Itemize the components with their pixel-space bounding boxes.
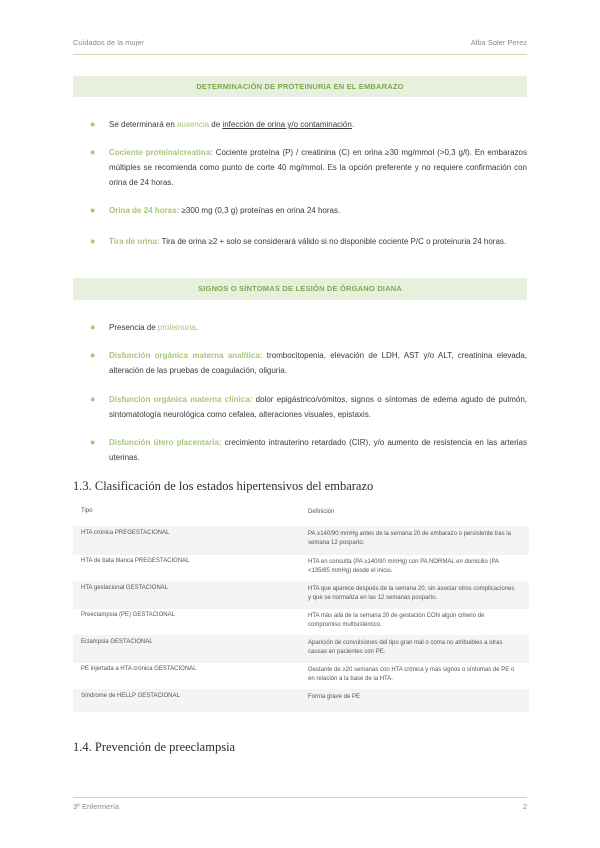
footer-divider [73,797,527,798]
heading-prevention: 1.4. Prevención de preeclampsia [73,740,236,754]
classification-table [73,504,529,721]
table-row: HTA crónica PREGESTACIONAL PA ≥140/90 mmHg antes de la semana 20 de embarazo o persistente tras la semana 12 posparto. [73,526,529,555]
header-divider [73,54,527,55]
list-item: ● Disfunción útero placentaria: crecimiento intrauterino retardado (CIR), y/o aumento de resistencia en las arterias uterinas. [90,437,527,462]
header-left: Cuidados de la mujer [73,38,144,47]
bullet-icon: ● [90,205,96,215]
table-row: PE injertada a HTA crónica GESTACIONAL Gestante de ≥20 semanas con HTA crónica y más signos o síntomas de PE o en relación a la base de la HTA. [73,662,529,690]
section-banner-proteinuria: DETERMINACIÓN DE PROTEINURIA EN EL EMBARAZO [73,76,527,97]
bullet-icon: ● [90,322,96,332]
table-row: HTA de bata blanca PREGESTACIONAL HTA en consulta (PA ≥140/90 mmHg) con PA NORMAL en domicilio (PA <135/85 mmHg) desde el inicio. [73,554,529,582]
bullet-icon: ● [90,119,96,129]
list-item: ● Cociente proteína/creatina: Cociente proteína (P) / creatinina (C) en orina ≥30 mg/mmol (>0,3 g/l). En embarazos múltiples se recomienda como punto de corte 40 mg/mmol. Es la opción preferente y no requiere confirmación con orina de 24 horas. [90,147,527,187]
list-item: ● Se determinará en ausencia de infección de orina y/o contaminación. [73,117,527,132]
table-row: Eclampsia GESTACIONAL Aparición de convulsiones del tipo gran mal o coma no atribuibles a otras causas en pacientes con PE. [73,635,529,663]
list-item: ● Presencia de proteinuria. [73,320,527,335]
bullet-icon: ● [90,147,96,157]
bullet-icon: ● [90,350,96,360]
bullet-icon: ● [90,394,96,404]
bullet-icon: ● [90,236,96,246]
table-header-type: Tipo [81,508,93,514]
table-header-definition: Definición [308,509,335,515]
table-row: Síndrome de HELLP GESTACIONAL Forma grave de PE [73,689,529,712]
page-header [73,38,527,52]
list-item: ● Tira de orina: Tira de orina ≥2 + solo se considerará válido si no disponible cociente P/C o proteinuria 24 horas. [73,234,527,249]
page-number: 2 [522,802,527,811]
table-header-row [73,504,529,527]
section-banner-organ-damage: SIGNOS O SÍNTOMAS DE LESIÓN DE ÓRGANO DIANA [73,278,527,300]
list-item: ● Disfunción orgánica materna clínica: dolor epigástrico/vómitos, signos o síntomas de edema agudo de pulmón, sintomatología neurológica como cefalea, alteraciones visuales, epistaxis. [90,394,527,419]
list-item: ● Orina de 24 horas: ≥300 mg (0,3 g) proteínas en orina 24 horas. [73,203,527,218]
header-right: Alba Soler Perez [470,38,527,47]
list-item: ● Disfunción orgánica materna analítica: trombocitopenia, elevación de LDH, AST y/o ALT, creatinina elevada, alteración de las pruebas de coagulación, oliguria. [90,350,527,375]
table-row: HTA gestacional GESTACIONAL HTA que aparece después de la semana 20, sin asociar otros complicaciones y que se normaliza en las 12 semanas posparto. [73,581,529,609]
heading-classification: 1.3. Clasificación de los estados hipertensivos del embarazo [73,479,374,493]
footer-left: 3º Enfermería [73,802,120,811]
bullet-icon: ● [90,437,96,447]
table-row: Preeclampsia (PE) GESTACIONAL HTA más allá de la semana 20 de gestación CON algún criterio de compromiso multisistémico. [73,608,529,636]
